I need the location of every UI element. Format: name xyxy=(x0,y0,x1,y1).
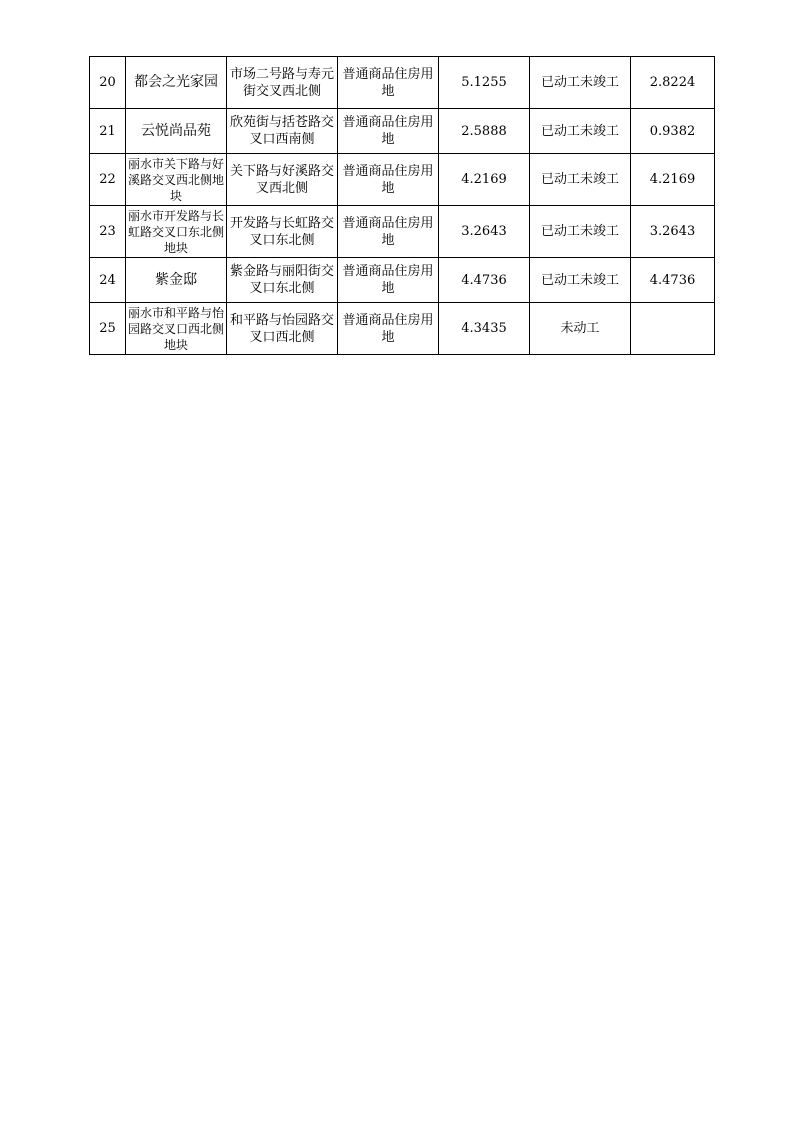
land-area: 4.4736 xyxy=(439,258,530,303)
project-location: 关下路与好溪路交叉西北侧 xyxy=(227,154,338,206)
row-number: 25 xyxy=(90,303,126,355)
row-number: 20 xyxy=(90,57,126,109)
table-row xyxy=(90,154,715,206)
construction-status: 未动工 xyxy=(530,303,631,355)
land-area: 2.5888 xyxy=(439,109,530,154)
land-area: 4.3435 xyxy=(439,303,530,355)
construction-status: 已动工未竣工 xyxy=(530,206,631,258)
area-value: 4.4736 xyxy=(631,258,715,303)
project-location: 和平路与怡园路交叉口西北侧 xyxy=(227,303,338,355)
project-location: 开发路与长虹路交叉口东北侧 xyxy=(227,206,338,258)
table-row xyxy=(90,57,715,109)
construction-status: 已动工未竣工 xyxy=(530,154,631,206)
project-location: 紫金路与丽阳街交叉口东北侧 xyxy=(227,258,338,303)
table-row xyxy=(90,258,715,303)
land-area: 3.2643 xyxy=(439,206,530,258)
land-use: 普通商品住房用地 xyxy=(338,154,439,206)
land-area: 5.1255 xyxy=(439,57,530,109)
row-number: 21 xyxy=(90,109,126,154)
land-use: 普通商品住房用地 xyxy=(338,206,439,258)
project-name: 丽水市和平路与怡园路交叉口西北侧地块 xyxy=(126,303,227,355)
row-number: 22 xyxy=(90,154,126,206)
area-value: 2.8224 xyxy=(631,57,715,109)
project-location: 市场二号路与寿元街交叉西北侧 xyxy=(227,57,338,109)
project-name: 云悦尚品苑 xyxy=(126,109,227,154)
area-value xyxy=(631,303,715,355)
project-name: 丽水市关下路与好溪路交叉西北侧地块 xyxy=(126,154,227,206)
project-name: 都会之光家园 xyxy=(126,57,227,109)
project-name: 丽水市开发路与长虹路交叉口东北侧地块 xyxy=(126,206,227,258)
land-use: 普通商品住房用地 xyxy=(338,258,439,303)
land-supply-table xyxy=(89,56,715,355)
land-use: 普通商品住房用地 xyxy=(338,303,439,355)
table-row xyxy=(90,303,715,355)
land-area: 4.2169 xyxy=(439,154,530,206)
area-value: 4.2169 xyxy=(631,154,715,206)
row-number: 24 xyxy=(90,258,126,303)
area-value: 0.9382 xyxy=(631,109,715,154)
land-use: 普通商品住房用地 xyxy=(338,57,439,109)
construction-status: 已动工未竣工 xyxy=(530,57,631,109)
area-value: 3.2643 xyxy=(631,206,715,258)
project-name: 紫金邸 xyxy=(126,258,227,303)
construction-status: 已动工未竣工 xyxy=(530,258,631,303)
table-row xyxy=(90,206,715,258)
table-row xyxy=(90,109,715,154)
construction-status: 已动工未竣工 xyxy=(530,109,631,154)
land-use: 普通商品住房用地 xyxy=(338,109,439,154)
row-number: 23 xyxy=(90,206,126,258)
project-location: 欣苑街与括苍路交叉口西南侧 xyxy=(227,109,338,154)
